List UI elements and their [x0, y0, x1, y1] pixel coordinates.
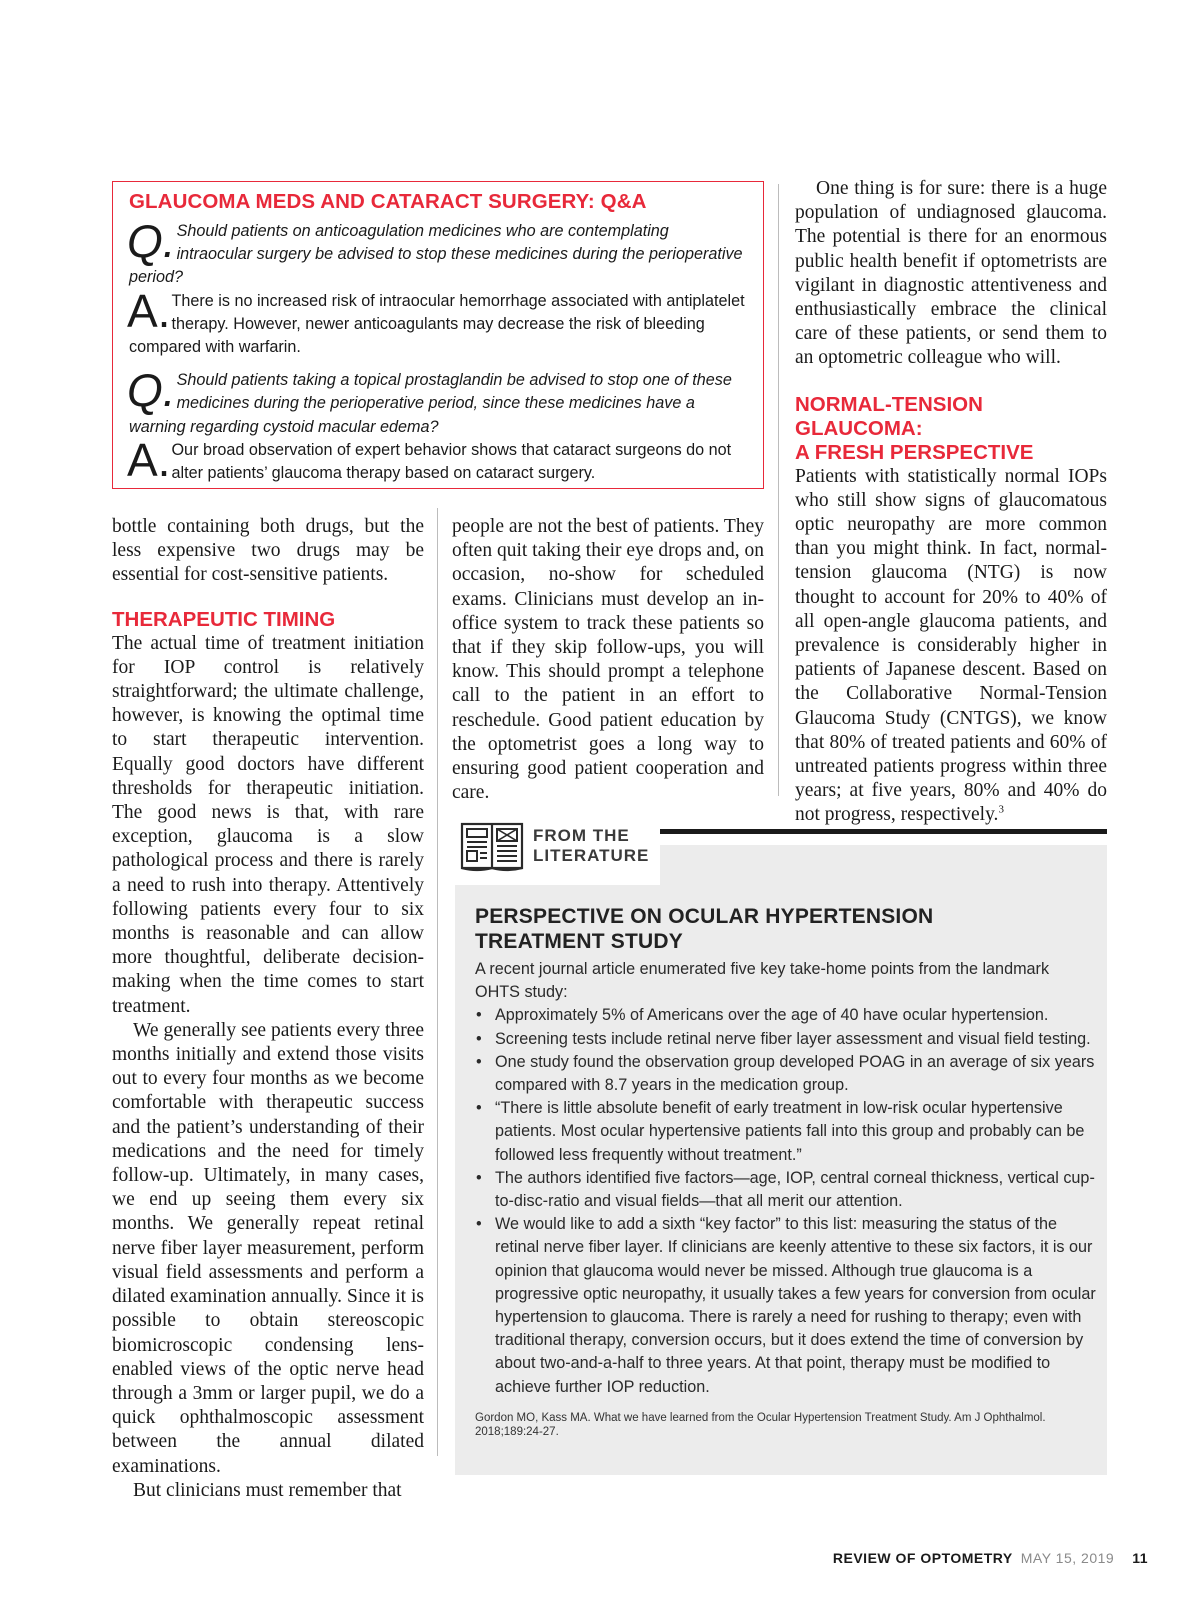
column-divider: [437, 508, 438, 1456]
list-item: • The authors identified five factors—age, IOP, central corneal thickness, vertical cup-to-disc-ratio and visual fields—that all merit our attention.: [475, 1167, 1097, 1213]
paragraph: But clinicians must remember that: [133, 1479, 402, 1501]
citation: Gordon MO, Kass MA. What we have learned from the Ocular Hypertension Treatment Study. Am J Ophthalmol. 2018;189:24-27.: [475, 1411, 1046, 1438]
list-item: • One study found the observation group developed POAG in an average of six years compared with 8.7 years in the medication group.: [475, 1051, 1097, 1097]
q-letter: Q.: [127, 215, 176, 267]
list-item: • “There is little absolute benefit of early treatment in low-risk ocular hypertensive patients. Most ocular hypertensive patients fall into this group and probably can be followed less frequently without treatment.”: [475, 1097, 1097, 1167]
question-1: Q. Should patients on anticoagulation medicines who are contemplating intraocular surgery be advised to stop these medicines during the perioperative period?: [127, 215, 743, 287]
answer-2: A. Our broad observation of expert behavior shows that cataract surgeons do not alter patients’ glaucoma therapy based on cataract surgery.: [127, 433, 732, 486]
literature-title: PERSPECTIVE ON OCULAR HYPERTENSION TREATMENT STUDY: [475, 905, 934, 953]
literature-intro: A recent journal article enumerated five key take-home points from the landmark OHTS study:: [475, 960, 1050, 1002]
column-divider: [778, 184, 779, 796]
qa-title: GLAUCOMA MEDS AND CATARACT SURGERY: Q&A: [129, 190, 647, 213]
literature-rule: [660, 829, 1107, 834]
a-letter: A.: [127, 433, 171, 486]
paragraph: people are not the best of patients. They often quit taking their eye drops and, on occasion, no-show for scheduled exams. Clinicians must develop an in-office system to track these patients so that if they skip follow-ups, you will know. This should prompt a telephone call to the patient in an effort to reschedule. Good patient education by the optometrist goes a long way to ensuring good patient cooperation and care.: [452, 516, 764, 804]
paragraph: The actual time of treatment initiation for IOP control is relatively straightforward; the ultimate challenge, however, is knowing the optimal time to start therapeutic intervention. Equally good doctors have different thresholds for therapeutic initiation. The good news is that, with rare exception, glaucoma is a slow pathological process and there is rarely a need to rush into therapy. Attentively following patients every four to six months is reasonable and can allow more thoughtful, deliberate decision-making when the time comes to start treatment.: [112, 632, 424, 1017]
publication-name: REVIEW OF OPTOMETRY: [832, 1550, 1013, 1566]
answer-1: A. There is no increased risk of intraocular hemorrhage associated with antiplatelet therapy. However, newer anticoagulants may decrease the risk of bleeding compared with warfarin.: [127, 284, 745, 357]
section-heading-ntg: NORMAL-TENSION GLAUCOMA: A FRESH PERSPECTIVE: [795, 392, 1034, 464]
list-item: • Approximately 5% of Americans over the age of 40 have ocular hypertension.: [475, 1004, 1097, 1027]
list-item: • Screening tests include retinal nerve fiber layer assessment and visual field testing.: [475, 1028, 1097, 1051]
issue-date: MAY 15, 2019: [1020, 1550, 1115, 1566]
q-letter: Q.: [127, 364, 176, 417]
list-item: • We would like to add a sixth “key factor” to this list: measuring the status of the retinal nerve fiber layer. If clinicians are keenly attentive to these six factors, it is our opinion that glaucoma would never be missed. Although true glaucoma is a progressive optic neuropathy, it usually takes a few years for conversion from ocular hypertension to glaucoma. There is rarely a need for rushing to therapy; even with traditional therapy, conversion occurs, but it does extend the time of conversion by about two-and-a-half to three years. At that point, therapy must be modified to achieve further IOP reduction.: [475, 1213, 1097, 1399]
page-footer: [833, 1550, 1148, 1566]
paragraph: Patients with statistically normal IOPs who still show signs of glaucomatous optic neuropathy are more common than you might think. In fact, normal-tension glaucoma (NTG) is now thought to account for 20% to 40% of all open-angle glaucoma patients, and prevalence is considerably higher in patients of Japanese descent. Based on the Collaborative Normal-Tension Glaucoma Study (CNTGS), we know that 80% of treated patients and 60% of untreated patients progress within three years; at five years, 80% and 40% do not progress, respectively.$^3$: [795, 465, 1107, 826]
literature-tag: FROM THE LITERATURE: [533, 826, 650, 865]
book-icon: [460, 820, 524, 872]
section-heading-therapeutic-timing: THERAPEUTIC TIMING: [112, 607, 336, 631]
article-column-3: [795, 177, 1107, 828]
paragraph: One thing is for sure: there is a huge population of undiagnosed glaucoma. The potential is there for an enormous public health benefit if optometrists are vigilant in diagnostic attentiveness and enthusiastically embrace the clinical care of these patients, or send them to an optometric colleague who will.: [795, 178, 1107, 369]
a-letter: A.: [127, 284, 171, 337]
paragraph: We generally see patients every three months initially and extend those visits out to every four months as we become comfortable with therapeutic success and the patient’s understanding of their medications and the need for timely follow-up. Ultimately, in many cases, we end up seeing them every six months. We generally repeat retinal nerve fiber layer measurement, perform visual field assessments and perform a dilated examination annually. Since it is possible to obtain stereoscopic biomicroscopic condensing lens-enabled views of the optic nerve head through a 3mm or larger pupil, we do a quick ophthalmoscopic assessment between the annual dilated examinations.: [112, 1019, 424, 1477]
article-column-1: [112, 515, 424, 1503]
question-2: Q. Should patients taking a topical prostaglandin be advised to stop one of these medicines during the perioperative period, since these medicines have a warning regarding cystoid macular edema?: [127, 364, 732, 436]
article-column-2: [452, 515, 764, 805]
literature-content: [475, 904, 1097, 1439]
page-number: 11: [1132, 1550, 1148, 1566]
reference-marker: 3: [998, 803, 1004, 816]
qa-sidebar: [112, 181, 764, 489]
literature-bullets: [475, 1004, 1097, 1398]
paragraph: bottle containing both drugs, but the less expensive two drugs may be essential for cost-sensitive patients.: [112, 516, 424, 586]
